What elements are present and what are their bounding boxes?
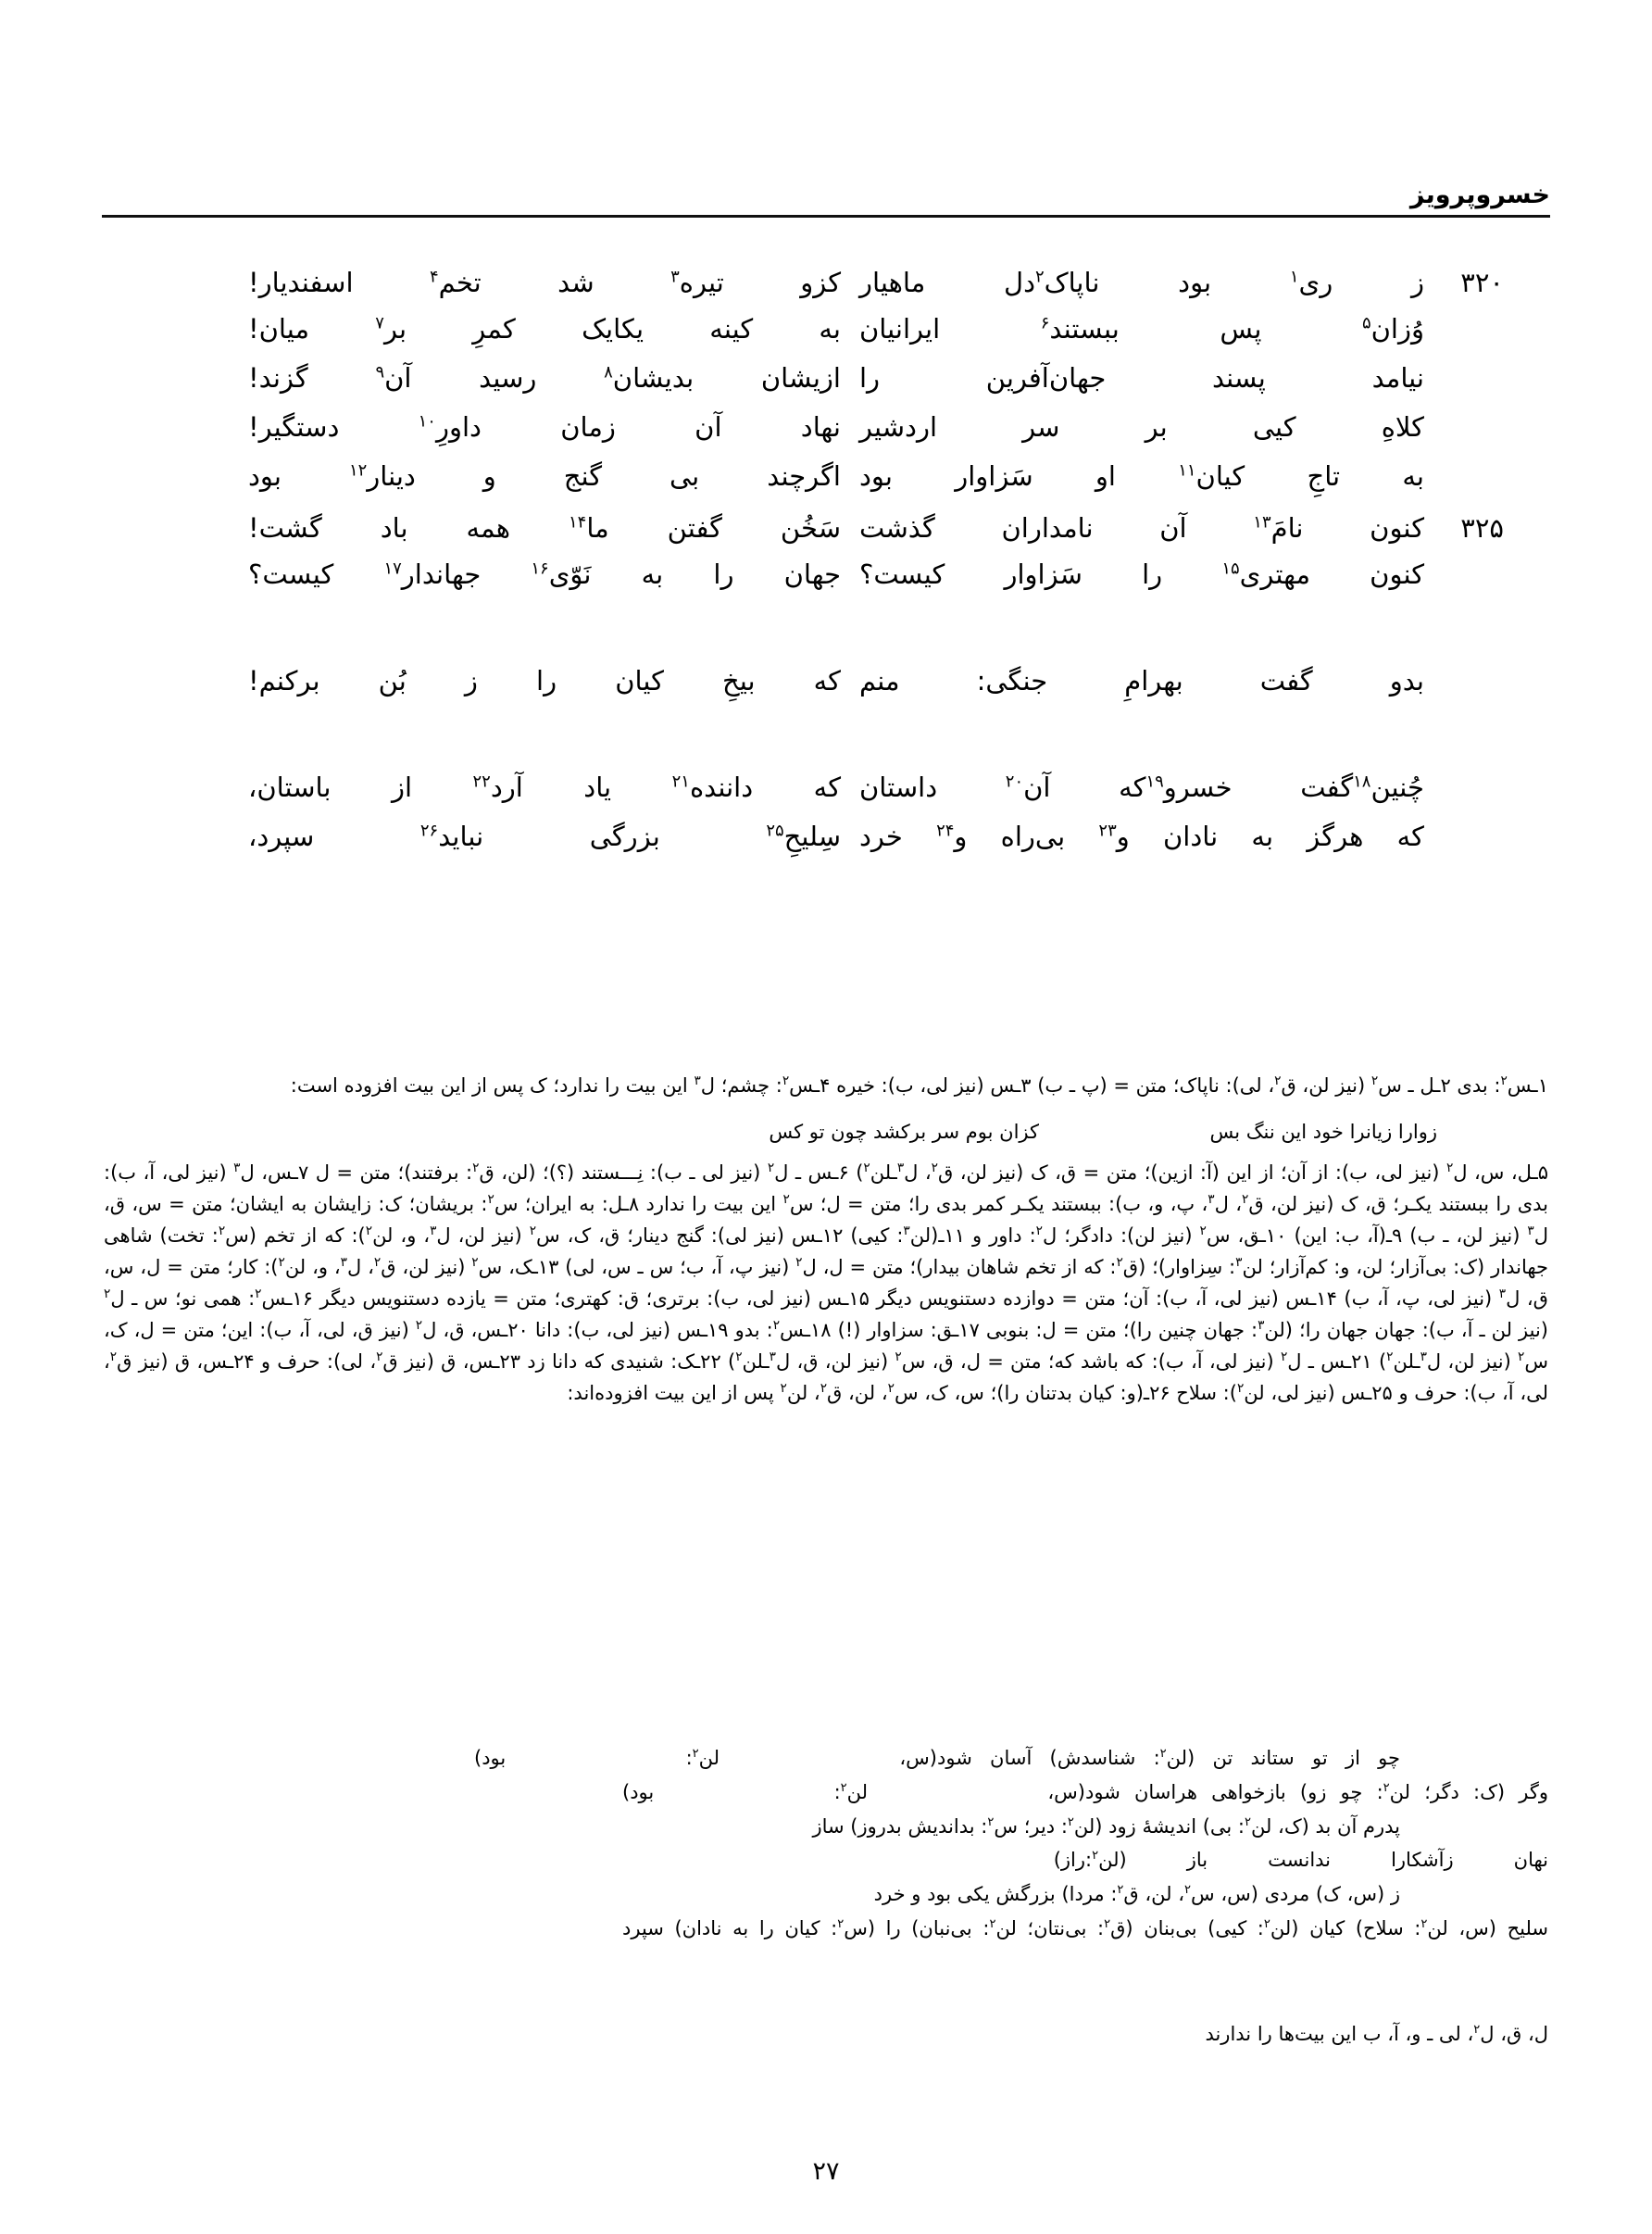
verse-couplet (148, 313, 1504, 365)
verse-couplet (148, 823, 1504, 872)
hemistich-right: نیامد پسند جهان‌آفرین را (859, 362, 1424, 394)
variant-hemistich-left: (س، لن$^۲$: بود) (622, 1780, 1085, 1803)
hemistich-left: نهاد آن زمان داورِ$^{۱۰}$ دستگیر! (248, 411, 841, 443)
verse-couplet (148, 411, 1504, 463)
variant-hemistich-left (474, 1877, 937, 1912)
hemistich-right: که هرگز به نادان و$^{۲۳}$ بی‌راه و$^{۲۴}$ خرد (859, 821, 1424, 852)
final-apparatus-note: ل، ق، ل$^۲$، لی ـ و، آ، ب این بیت‌ها را ندارند (1205, 2023, 1548, 2045)
variant-verse-line (104, 1912, 1548, 1946)
verse-gap (148, 717, 1504, 774)
hemistich-right: کلاهِ کیی بر سر اردشیر (859, 411, 1424, 443)
variant-verse-line (104, 1877, 1548, 1912)
variant-hemistich-right: چو از تو ستاند تن (لن$^۲$: شناسدش) آسان شود (937, 1747, 1400, 1769)
hemistich-right: بدو گفت بهرامِ جنگی: منم (859, 665, 1424, 697)
verse-couplet (148, 362, 1504, 414)
running-head (102, 182, 1550, 218)
hemistich-right: کنون نامَ$^{۱۳}$ آن نامداران گذشت (859, 512, 1424, 544)
header-rule (102, 215, 1550, 218)
hemistich-left: سَخُن گفتن ما$^{۱۴}$ همه باد گشت! (248, 512, 841, 544)
verse-couplet (148, 267, 1504, 316)
inserted-hemistich-left: کزان بوم سر برکشد چون تو کس (769, 1121, 1039, 1144)
running-title: خسروپرویز (1409, 181, 1550, 209)
verse-couplet (148, 460, 1504, 512)
apparatus-inserted-verse (104, 1116, 1548, 1148)
verse-couplet (148, 512, 1504, 561)
apparatus-body-notes: ۵ـل، س، ل$^۲$ (نیز لی، ب): از آن؛ از این (آ: ازین)؛ متن = ق، ک (نیز لن، ق$^۲$، ل$^۳$ـلن$^۲$) ۶ـس ـ ل$^۲$ (نیز لی ـ ب): نِـــستند (؟)؛ (لن، ق$^۲$: برفتند)؛ متن = ل ۷ـس، ل$^۳$ (نیز لی، آ، ب): بدی را ببستند یکـر؛ ق، ک (نیز لن، ق$^۲$، ل$^۳$، پ، و، ب): ببستند یکـر کمر بدی را؛ متن = ل؛ س$^۲$ این بیت را ندارد ۸ـل: به ایران؛ س$^۲$: بریشان؛ ک: زایشان به ایشان؛ متن = س، ق، ل$^۳$ (نیز لن، ـ ب) ۹ـ(آ، ب: این) ۱۰ـق، س$^۲$ (نیز لن): دادگر؛ ل$^۲$: داور و ۱۱ـ(لن$^۳$: کیی) ۱۲ـس (نیز لی): گنج دینار؛ ق، ک، س$^۲$ (نیز لن، ل$^۳$، و، لن$^۲$): که از تخم (س$^۲$: تخت) شاهی جهاندار (ک: بی‌آزار؛ لن، و: کم‌آزار؛ لن$^۳$: سِزاوار)؛ (ق$^۲$: که از تخم شاهان بیدار)؛ متن = ل، ل$^۲$ (نیز پ، آ، ب؛ س ـ س، لی) ۱۳ـک، س$^۲$ (نیز لن، ق$^۲$، ل$^۳$، و، لن$^۲$): کار؛ متن = ل، س، ق، ل$^۳$ (نیز لی، پ، آ، ب) ۱۴ـس (نیز لی، آ، ب): آن؛ متن = دوازده دستنویس دیگر ۱۵ـس (نیز لی، ب): برتری؛ ق: کهتری؛ متن = یازده دستنویس دیگر ۱۶ـس$^۲$: همی نو؛ س ـ ل$^۲$ (نیز لن ـ آ، ب): جهان جهان را؛ (لن$^۳$: جهان چنین را)؛ متن = ل: بنوبی ۱۷ـق: سزاوار (!) ۱۸ـس$^۲$: بدو ۱۹ـس (نیز لی، ب): دانا ۲۰ـس، ق، ل$^۲$ (نیز ق، لی، آ، ب): این؛ متن = ل، ک، س$^۲$ (نیز لن، ل$^۳$ـلن$^۲$) ۲۱ـس ـ ل$^۲$ (نیز لی، آ، ب): که باشد که؛ متن = ل، ق، س$^۲$ (نیز لن، ق، ل$^۳$ـلن$^۲$) ۲۲ـک: شنیدی که دانا زد ۲۳ـس، ق (نیز ق$^۲$، لی): حرف و ۲۴ـس، ق (نیز ق$^۲$، لی، آ، ب): حرف و ۲۵ـس (نیز لی، لن$^۲$): سلاح ۲۶ـ(و: کیان بدتنان را)؛ س، ک، س$^۲$، لن، ق$^۲$، لن$^۲$ پس از این بیت افزوده‌اند: (104, 1161, 1549, 1405)
hemistich-left: کزو تیره$^۳$ شد تخم$^۴$ اسفندیار! (248, 267, 841, 298)
apparatus-head-notes: ۱ـس$^۲$: بدی ۲ـل ـ س$^۲$ (نیز لن، ق$^۲$، لی): ناپاک؛ متن = (پ ـ ب) ۳ـس (نیز لی، ب): خیره ۴ـس$^۲$: چشم؛ ل$^۳$ این بیت را ندارد؛ ک پس از این بیت افزوده است: (290, 1073, 1548, 1097)
verse-couplet (148, 774, 1504, 823)
variant-verse-line (104, 1776, 1548, 1810)
variant-verse-line (104, 1741, 1548, 1776)
page-number: ۲۷ (812, 2157, 840, 2186)
verse-number: ۳۲۰ (1460, 267, 1504, 298)
variant-hemistich-right: پدرم آن بد (ک، لن$^۲$: بی) اندیشهٔ زود (لن$^۲$: دیر؛ س$^۲$: بداندیش بدروز) ساز (812, 1814, 1400, 1838)
hemistich-left: که بیخِ کیان را ز بُن برکنم! (248, 665, 841, 697)
variant-hemistich-right: سلیح (س، لن$^۲$: سلاح) کیان (لن$^۲$: کیی) بی‌بنان (ق$^۲$: بی‌نتان؛ لن$^۲$: بی‌نبان) را (س$^۲$: کیان را به نادان) سپرد (622, 1916, 1549, 1939)
hemistich-left: جهان را به نَوّی$^{۱۶}$ جهاندار$^{۱۷}$ کیست؟ (248, 558, 842, 590)
standalone-couplet (148, 665, 1504, 717)
hemistich-right: وُزان$^۵$ پس ببستند$^۶$ ایرانیان (859, 313, 1424, 345)
apparatus-criticus (104, 1070, 1548, 1409)
hemistich-right: چُنین$^{۱۸}$گفت خسرو$^{۱۹}$که آن$^{۲۰}$ داستان (859, 772, 1424, 803)
verse-block (148, 267, 1504, 872)
hemistich-left: اگرچند بی گنج و دینار$^{۱۲}$ بود (248, 460, 841, 492)
hemistich-right: کنون مهتری$^{۱۵}$ را سَزاوار کیست؟ (859, 558, 1425, 590)
hemistich-left: به کینه یکایک کمرِ بر$^۷$ میان! (248, 313, 841, 345)
variant-hemistich-left (474, 1810, 937, 1844)
variant-hemistich-right: ز (س، ک) مردی (س، س$^۲$، لن، ق$^۲$: مردا) بزرگش یکی بود و خرد (873, 1883, 1400, 1905)
hemistich-left: سِلیحِ$^{۲۵}$ بزرگی نباید$^{۲۶}$ سپرد، (248, 821, 841, 852)
hemistich-left: که داننده$^{۲۱}$ یاد آرد$^{۲۲}$ از باستان، (248, 772, 841, 803)
variant-verse-line (104, 1843, 1548, 1877)
hemistich-left: ازیشان بدیشان$^۸$ رسید آن$^۹$ گزند! (248, 362, 841, 394)
variant-hemistich-right: وگر (ک: دگر؛ لن$^۲$: چو زو) بازخواهی هراسان شود (1085, 1780, 1549, 1803)
variant-verse-line (104, 1810, 1548, 1844)
variant-hemistich-right: نهان زآشکارا ندانست باز (لن$^۲$: (1085, 1849, 1548, 1872)
variant-hemistich-left: راز) (1053, 1849, 1085, 1872)
verse-couplet (148, 558, 1504, 610)
variant-verses (104, 1741, 1548, 1946)
verse-number: ۳۲۵ (1460, 512, 1504, 544)
hemistich-right: به تاجِ کیان$^{۱۱}$ او سَزاوار بود (859, 460, 1425, 492)
variant-hemistich-left: (س، لن$^۲$: بود) (474, 1747, 937, 1769)
hemistich-right: ز ری$^۱$ بود ناپاک$^۲$دل ماهیار (859, 267, 1424, 298)
verse-gap (148, 610, 1504, 668)
inserted-hemistich-right: زوارا زیانرا خود این ننگ بس (1209, 1121, 1437, 1144)
